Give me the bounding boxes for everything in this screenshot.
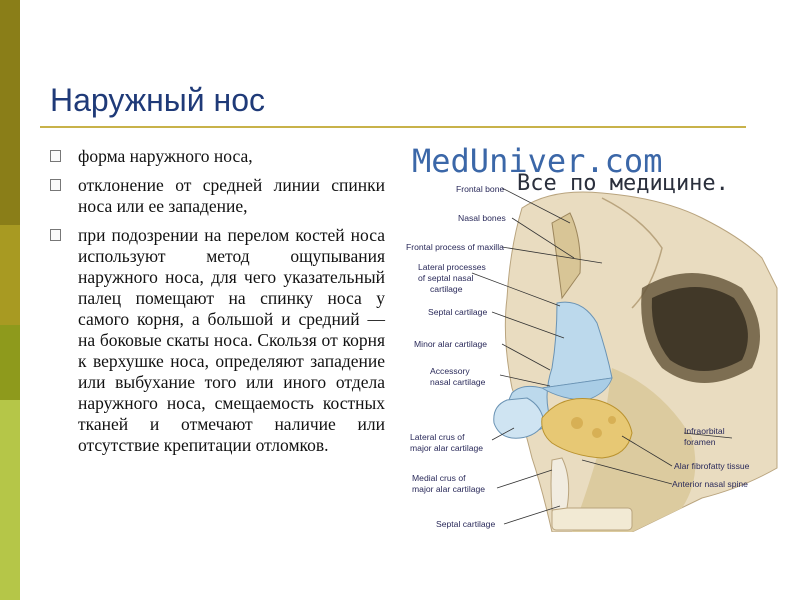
label-lateral-processes: cartilage — [430, 284, 463, 294]
label-infraorbital-foramen: Infraorbital — [684, 426, 725, 436]
label-lateral-processes: of septal nasal — [418, 273, 474, 283]
bullet-marker-icon — [50, 150, 61, 162]
watermark-subtitle: Все по медицине. — [517, 171, 729, 196]
label-nasal-bones: Nasal bones — [458, 213, 506, 223]
watermark-text: MedUniver.com — [412, 142, 663, 180]
bullet-text: отклонение от средней линии спинки носа или ее западение, — [78, 175, 385, 216]
label-medial-crus: Medial crus of — [412, 473, 466, 483]
left-accent-bar — [0, 0, 20, 600]
bullet-item — [50, 146, 385, 167]
label-accessory-cartilage: nasal cartilage — [430, 377, 486, 387]
accent-segment-bottom — [0, 400, 20, 600]
label-lateral-crus: Lateral crus of — [410, 432, 465, 442]
accent-segment-middle — [0, 225, 20, 325]
label-accessory-cartilage: Accessory — [430, 366, 470, 376]
bullet-text: при подозрении на перелом костей носа используют метод ощупывания наружного носа, для чего указательный палец помещают на спинку носа у самого корня, а большой и средний — на боковые скаты носа. Скользя от корня к верхушке носа, определяют западение или выбухание того или иного отдела наружного носа, смещаемость костных тканей и отмечают наличие или отсутствие крепитации отломков. — [78, 225, 385, 455]
label-septal-cartilage: Septal cartilage — [428, 307, 488, 317]
bullet-marker-icon — [50, 179, 61, 191]
label-infraorbital-foramen: foramen — [684, 437, 716, 447]
bullet-text: форма наружного носа, — [78, 146, 253, 166]
accent-segment-lower — [0, 325, 20, 400]
accent-segment-top — [0, 0, 20, 225]
bullet-list — [50, 146, 385, 464]
label-minor-alar-cartilage: Minor alar cartilage — [414, 339, 488, 349]
label-frontal-process: Frontal process of maxilla — [406, 242, 504, 252]
slide-title: Наружный нос — [50, 82, 266, 118]
skull-illustration — [402, 138, 780, 532]
label-frontal-bone: Frontal bone — [456, 184, 505, 194]
bullet-marker-icon — [50, 229, 61, 241]
label-anterior-nasal-spine: Anterior nasal spine — [672, 479, 748, 489]
bullet-item — [50, 175, 385, 217]
label-lateral-processes: Lateral processes — [418, 262, 486, 272]
label-medial-crus: major alar cartilage — [412, 484, 486, 494]
label-lateral-crus: major alar cartilage — [410, 443, 484, 453]
nose-anatomy-figure — [402, 138, 780, 532]
label-alar-fibrofatty-tissue: Alar fibrofatty tissue — [674, 461, 750, 471]
bullet-item — [50, 225, 385, 456]
title-divider — [40, 126, 746, 128]
label-septal-cartilage-lower: Septal cartilage — [436, 519, 496, 529]
